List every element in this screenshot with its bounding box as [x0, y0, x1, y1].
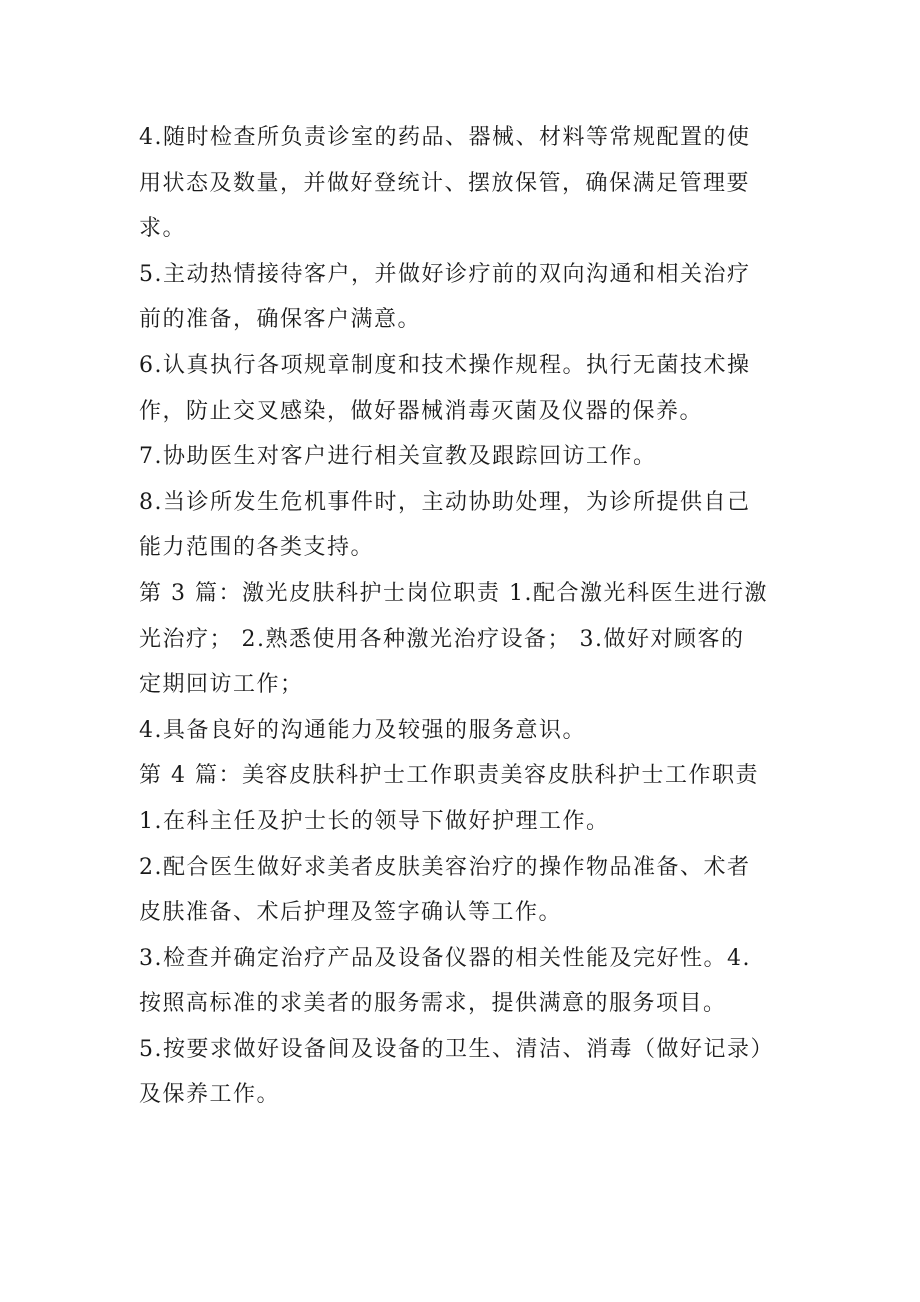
text-line: 作，防止交叉感染，做好器械消毒灭菌及仪器的保养。 [139, 398, 704, 424]
text-line: 2.配合医生做好求美者皮肤美容治疗的操作物品准备、术者 [139, 854, 751, 880]
document-body [139, 115, 789, 1118]
text-line: 能力范围的各类支持。 [139, 535, 375, 561]
text-line: 5.按要求做好设备间及设备的卫生、清洁、消毒（做好记录） [139, 1036, 774, 1062]
text-line: 求。 [139, 216, 187, 242]
text-line: 4.随时检查所负责诊室的药品、器械、材料等常规配置的使 [139, 125, 751, 150]
text-line: 4.具备良好的沟通能力及较强的服务意识。 [139, 717, 586, 743]
text-line: 7.协助医生对客户进行相关宣教及跟踪回访工作。 [139, 444, 657, 470]
text-line: 5.主动热情接待客户，并做好诊疗前的双向沟通和相关治疗 [139, 261, 751, 287]
text-line: 3.检查并确定治疗产品及设备仪器的相关性能及完好性。4. [139, 945, 751, 971]
section-heading-line: 第 3 篇：激光皮肤科护士岗位职责 1.配合激光科医生进行激 [139, 580, 768, 606]
text-line: 按照高标准的求美者的服务需求，提供满意的服务项目。 [139, 991, 727, 1017]
text-line: 8.当诊所发生危机事件时，主动协助处理，为诊所提供自己 [139, 489, 751, 515]
text-line: 6.认真执行各项规章制度和技术操作规程。执行无菌技术操 [139, 352, 751, 378]
text-line: 及保养工作。 [139, 1082, 281, 1108]
text-line: 用状态及数量，并做好登统计、摆放保管，确保满足管理要 [139, 170, 751, 196]
text-line: 皮肤准备、术后护理及签字确认等工作。 [139, 900, 563, 926]
section-heading-line: 第 4 篇：美容皮肤科护士工作职责美容皮肤科护士工作职责 [139, 763, 759, 789]
text-line: 定期回访工作； [139, 672, 304, 698]
text-line: 1.在科主任及护士长的领导下做好护理工作。 [139, 808, 610, 834]
text-line: 光治疗； 2.熟悉使用各种激光治疗设备； 3.做好对顾客的 [139, 626, 745, 652]
text-line: 前的准备，确保客户满意。 [139, 307, 422, 333]
